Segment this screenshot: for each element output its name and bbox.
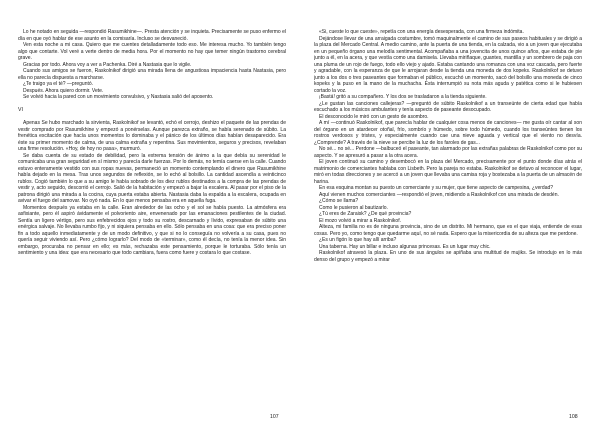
paragraph: Cuando sus amigos se fueron, Raskolnikof dirigió una mirada llena de angustiosa impaciencia hasta Nastasia, pero ella no parecía dispuesta a marcharse. <box>18 68 286 81</box>
paragraph: No sé... no sé... Perdone —balbuceó el paseante, tan alarmado por las extrañas palabras de Raskolnikof como por su aspecto. Y se apresuró a pasar a la otra acera. <box>314 146 582 159</box>
paragraph: El joven continuó su camino y desembocó en la plaza del Mercado, precisamente por el punto donde días atrás el matrimonio de comerciantes hablaba con Lisbeth. Pero la pareja no estaba. Raskolnikof se detuvo al reconocer el lugar, miró en todas direcciones y se acercó a un joven que llevaba una camisa roja y bostezaba a la puerta de un almacén de harina. <box>314 159 582 185</box>
page-number-left: 107 <box>270 414 279 420</box>
paragraph: A mí —continuó Raskolnikof, que parecía hablar de cualquier cosa menos de canciones— me gusta oír cantar al son del órgano en un atardecer otoñal, frío, sombrío y húmedo, sobre todo húmedo, cuando los transeúntes tienen los rostros verdosos y tristes, y especialmente cuando cae una nieve aguada y vertical que el viento no desvía. ¿Comprende? A través de la nieve se percibe la luz de los faroles de gas... <box>314 120 582 146</box>
left-page-text-top <box>18 29 286 101</box>
paragraph: Gracias por todo. Ahora voy a ver a Pachenka. Diré a Nastasia que lo vigile. <box>23 61 192 68</box>
paragraph: ¡Bastá! gritó a su compañero. Y los dos se trasladaron a la tienda siguiente. <box>319 94 487 100</box>
paragraph: Aquí vienen muchos comerciantes —respondió el joven, midiendo a Raskolnikof con una mirada de desdén. <box>319 191 559 198</box>
paragraph: ¿Tú eres de Zaraisk? ¿De qué provincia? <box>319 211 412 217</box>
paragraph: Alteza, mi familia no es de ninguna provincia, sino de un distrito. Mi hermano, que es el que viaja, entiende de esas cosas. Pero yo, como tengo que quedarme aquí, no sé nada. Espero que la misericordia de su alteza que me perdone. <box>314 224 582 237</box>
right-page <box>314 29 582 409</box>
paragraph: El mozo volvió a mirar a Raskolnikof. <box>319 217 401 224</box>
paragraph: Se daba cuenta de su estado de debilidad, pero la extrema tensión de ánimo a la que debía su serenidad le comunicaba una gran seguridad en sí mismo y parecía darle fuerzas. Por lo demás, no temía caerse en la calle. Cuando estuvo enteramente vestido con sus ropas nuevas, permaneció un momento contemplando el dinero que Rasumikhine había dejado en la mesa. Tras unos segundos de reflexión, se lo echó al bolsillo. La cantidad ascendía a veinticinco rublos. Cogió también lo que a su amigo le había sobrado de los diez rublos destinados a la compra de las prendas de vestir y, acto seguido, descorrió el cerrojo. Salió de la habitación y empezó a bajar la escalera. Al pasar por el piso de la patrona dirigió una mirada a la cocina, cuya puerta estaba abierta. Nastasia daba la espalda a la escalera, ocupada en avivar el fuego del samovar. No oyó nada. En lo que menos pensaba era en aquella fuga. <box>18 152 286 204</box>
paragraph: ¿Le gustan las canciones callejeras? —preguntó de súbito Raskolnikof a un transeúnte de cierta edad que había escuchado a los músicos ambulantes y tenía aspecto de paseante desocupado. <box>314 100 582 113</box>
paragraph: Se volvió hacia la pared con un movimiento convulsivo, y Nastasia salió del aposento. <box>23 94 214 100</box>
paragraph: ¿Te traigo ya el té? —preguntó. <box>23 81 94 87</box>
paragraph: ¿Cómo se llama? <box>319 198 359 204</box>
paragraph: Lo he notado en seguida —respondió Rasumikhine—. Presta atención y se inquieta. Precisamente se puso enfermo el día en que oyó hablar de ese asunto en la comisaría. Incluso se desvaneció. <box>18 29 286 42</box>
right-page-text <box>314 29 582 263</box>
paragraph: Apenas Se hubo marchado la sirvienta, Raskolnikof se levantó, echó el cerrojo, deshizo el paquete de las prendas de vestir comprado por Rasumikhine y empezó a ponérselas. Aunque parezca extraño, se había serenado de súbito. La frenética excitación que hacía unos momentos lo dominaba y el pánico de los últimos días habían desaparecido. Era éste su primer momento de calma, de una calma extraña y repentina. Sus movimientos, seguros y precisos, revelaban una firme resolución. «Hoy, de hoy no pasa», murmuró. <box>18 120 286 152</box>
paragraph: ¿Es un figón lo que hay allí arriba? <box>319 237 397 243</box>
paragraph: Raskolnikof atravesó la plaza. En uno de sus ángulos se apiñaba una multitud de mujiks. Se introdujo en lo más denso del grupo y empezó a mirar <box>314 250 582 263</box>
left-page-text-bottom <box>18 120 286 257</box>
page-number-right: 108 <box>569 414 578 420</box>
paragraph: El desconocido le miró con un gesto de asombro. <box>319 113 429 120</box>
paragraph: Ven esta noche a mi casa. Quiero que me cuentes detalladamente todo eso. Me interesa mucho. Yo también tengo algo que contarte. Vol veré a verte dentro de media hora. Por el momento no hay que temer ningún trastorno cerebral grave. <box>18 42 286 61</box>
chapter-heading: VI <box>18 107 23 113</box>
paragraph: En esa esquina montan su puesto un comerciante y su mujer, que tiene aspecto de campesina, ¿verdad? <box>319 185 554 191</box>
paragraph: Dejándose llevar de una arraigada costumbre, tomó maquinalmente el camino de sus paseos habituales y se dirigió a la plaza del Mercado Central. A medio camino, ante la puerta de una tienda, en la calzada, vio a un joven que ejecutaba en un pequeño órgano una melodía sentimental. Acompañaba a una jovencita de unos quince años, que estaba de pie junto a él, en la acera, y que vestía como una damisela. Llevaba miriñaque, guantes, mantilla y un sombrero de paja con una pluma de un rojo de fuego, todo ello viejo y ajado. Estaba cantando una romanza con una voz cascada, pero fuerte y agradable, con la esperanza de que le arrojaran desde la tienda una moneda de dos kopeks. Raskolnikof se detuvo junto a los dos o tres paseantes que formaban el público, escuchó un momento, sacó del bolsillo una moneda de cinco kopeks y la puso en la mano de la muchacha. Ésta interrumpió su nota más aguda y patética como si le hubiesen cortado la voz. <box>314 35 582 94</box>
paragraph: Momentos después ya estaba en la calle. Eran alrededor de las ocho y el sol se había puesto. La atmósfera era asfixiante, pero él aspiró ávidamente el polvoriento aire, envenenado por las emanaciones pestilentes de la ciudad. Sentía un ligero vértigo, pero sus enfebrecidos ojos y todo su rostro, descarnado y lívido, expresaban de súbito una enérgica salvaje. No llevaba rumbo fijo, y ni siquiera pensaba en ello. Sólo pensaba en una cosa: que era preciso poner fin a todo aquello inmediatamente y de un modo definitivo, y que si no lo conseguía no volvería a su casa, pues no quería seguir viviendo así. Pero ¿cómo lograrlo? Del modo de «terminar», como él decía, no tenía la menor idea. Sin embargo, procuraba no pensar en ello; es más, rechazaba este pensamiento, porque le torturaba. Sólo tenía un sentimiento y una idea: que era necesario que todo cambiara, fuera como fuere y costara lo que costase. <box>18 204 286 256</box>
paragraph: Después. Ahora quiero dormir. Vete. <box>23 87 104 94</box>
paragraph: Como le pusieron al bautizarlo. <box>319 204 388 211</box>
paragraph: Una taberna. Hay un billar e incluso algunas princesas. Es un lugar muy chic. <box>319 243 491 250</box>
left-page <box>18 29 286 409</box>
paragraph: «Si, cueste lo que cueste», repetía con una energía desesperada, con una firmeza indómita. <box>319 29 524 35</box>
